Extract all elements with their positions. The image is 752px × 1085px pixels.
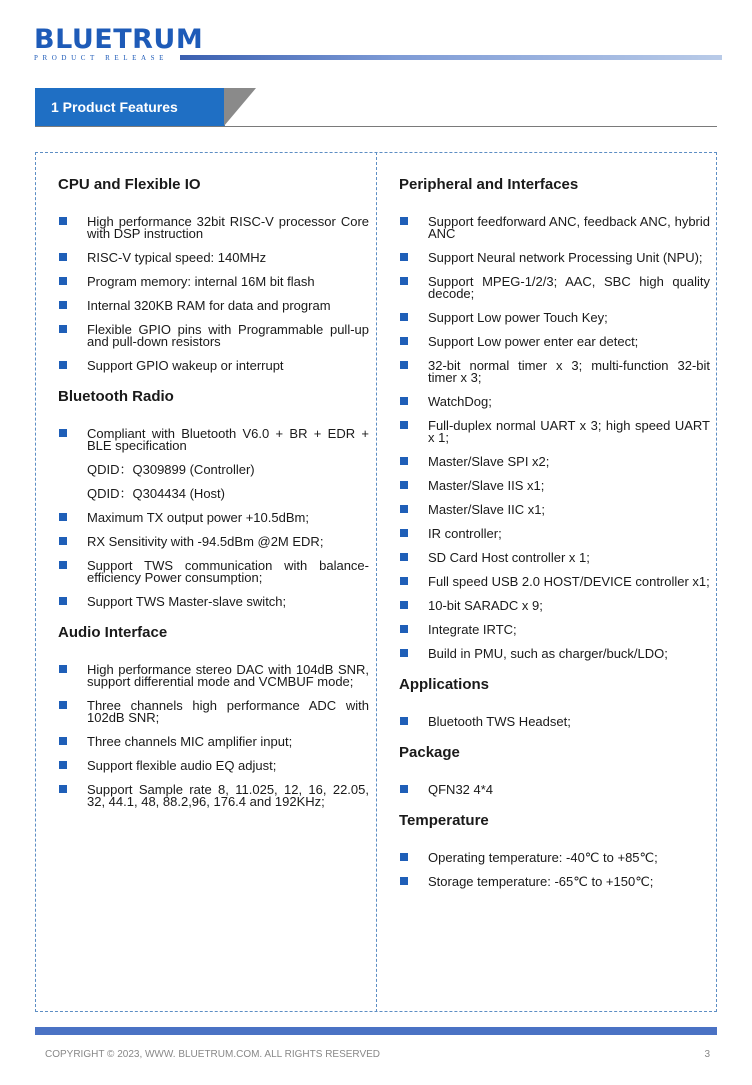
feature-list [399, 852, 710, 888]
list-item-text: Support feedforward ANC, feedback ANC, hybrid ANC [428, 214, 710, 241]
list-item-text: SD Card Host controller x 1; [428, 550, 590, 565]
list-item [399, 312, 710, 324]
heading-cpu-and-flexible-io: CPU and Flexible IO [58, 176, 201, 193]
heading-temperature: Temperature [399, 812, 489, 829]
list-item-text: IR controller; [428, 526, 502, 541]
list-item-text: QDID：Q304434 (Host) [87, 486, 225, 501]
header-rule [180, 55, 722, 60]
square-bullet-icon [59, 217, 67, 225]
brand-name: BLUETRUM [34, 24, 204, 55]
brand-logo [34, 26, 203, 62]
left-column [58, 175, 369, 823]
list-item-text: QFN32 4*4 [428, 782, 494, 797]
list-item-text: Support Low power enter ear detect; [428, 334, 639, 349]
list-item [399, 216, 710, 240]
page-number: 3 [704, 1049, 710, 1060]
square-bullet-icon [400, 577, 408, 585]
square-bullet-icon [400, 217, 408, 225]
square-bullet-icon [400, 481, 408, 489]
list-item-text: Full-duplex normal UART x 3; high speed UART x 1; [428, 418, 710, 445]
square-bullet-icon [400, 553, 408, 561]
list-item [58, 596, 369, 608]
list-item-text: Internal 320KB RAM for data and program [87, 298, 331, 313]
list-item [58, 252, 369, 264]
list-item-text: Support Neural network Processing Unit (NPU); [428, 250, 703, 265]
list-item [58, 784, 369, 808]
list-item [58, 664, 369, 688]
column-divider [376, 152, 377, 1012]
list-item-text: Flexible GPIO pins with Programmable pull-up and pull-down resistors [87, 322, 369, 349]
list-item [399, 648, 710, 660]
list-item-text: Master/Slave IIC x1; [428, 502, 546, 517]
list-item [58, 736, 369, 748]
list-item-text: Master/Slave IIS x1; [428, 478, 545, 493]
list-item [399, 504, 710, 516]
square-bullet-icon [59, 361, 67, 369]
list-item-text: Support TWS Master-slave switch; [87, 594, 287, 609]
list-item-text: Support GPIO wakeup or interrupt [87, 358, 284, 373]
square-bullet-icon [400, 785, 408, 793]
list-item-text: Full speed USB 2.0 HOST/DEVICE controller x1; [428, 574, 710, 589]
footer-copyright: COPYRIGHT © 2023, WWW. BLUETRUM.COM. ALL RIGHTS RESERVED [45, 1049, 381, 1060]
square-bullet-icon [59, 785, 67, 793]
list-item [58, 700, 369, 724]
list-item [399, 480, 710, 492]
feature-list [399, 716, 710, 728]
square-bullet-icon [59, 537, 67, 545]
list-item-text: Integrate IRTC; [428, 622, 517, 637]
list-item [58, 488, 369, 500]
list-item-text: RX Sensitivity with -94.5dBm @2M EDR; [87, 534, 324, 549]
square-bullet-icon [400, 601, 408, 609]
list-item-text: 10-bit SARADC x 9; [428, 598, 543, 613]
feature-list [399, 784, 710, 796]
list-item [58, 276, 369, 288]
brand-subtitle: PRODUCT RELEASE [34, 54, 169, 62]
feature-list [58, 664, 369, 808]
square-bullet-icon [59, 513, 67, 521]
list-item [58, 428, 369, 452]
square-bullet-icon [59, 277, 67, 285]
list-item-text: High performance stereo DAC with 104dB SNR, support differential mode and VCMBUF mode; [87, 662, 369, 689]
list-item-text: QDID：Q309899 (Controller) [87, 462, 255, 477]
square-bullet-icon [400, 253, 408, 261]
square-bullet-icon [59, 301, 67, 309]
square-bullet-icon [400, 853, 408, 861]
list-item-text: Program memory: internal 16M bit flash [87, 274, 315, 289]
feature-list [399, 216, 710, 660]
list-item-text: Three channels MIC amplifier input; [87, 734, 293, 749]
list-item [399, 876, 710, 888]
list-item [58, 536, 369, 548]
list-item-text: Support Sample rate 8, 11.025, 12, 16, 22.05, 32, 44.1, 48, 88.2,96, 176.4 and 192KHz; [87, 782, 369, 809]
heading-audio-interface: Audio Interface [58, 624, 168, 641]
list-item [58, 324, 369, 348]
list-item [58, 300, 369, 312]
list-item [399, 456, 710, 468]
list-item [58, 560, 369, 584]
list-item [399, 276, 710, 300]
feature-list [58, 428, 369, 608]
square-bullet-icon [59, 665, 67, 673]
list-item [399, 396, 710, 408]
list-item [399, 576, 710, 588]
list-item-text: RISC-V typical speed: 140MHz [87, 250, 267, 265]
section-rule [35, 126, 717, 127]
right-column [399, 175, 710, 903]
list-item-text: WatchDog; [428, 394, 492, 409]
heading-package: Package [399, 744, 460, 761]
list-item [58, 464, 369, 476]
square-bullet-icon [400, 313, 408, 321]
list-item-text: Build in PMU, such as charger/buck/LDO; [428, 646, 668, 661]
heading-applications: Applications [399, 676, 490, 693]
heading-bluetooth-radio: Bluetooth Radio [58, 388, 174, 405]
square-bullet-icon [400, 529, 408, 537]
list-item-text: Bluetooth TWS Headset; [428, 714, 571, 729]
square-bullet-icon [400, 625, 408, 633]
square-bullet-icon [59, 761, 67, 769]
list-item-text: Compliant with Bluetooth V6.0 + BR + EDR + BLE specification [87, 426, 369, 453]
square-bullet-icon [59, 737, 67, 745]
list-item-text: Support Low power Touch Key; [428, 310, 608, 325]
list-item-text: Support flexible audio EQ adjust; [87, 758, 277, 773]
list-item [399, 336, 710, 348]
list-item [399, 420, 710, 444]
square-bullet-icon [59, 561, 67, 569]
square-bullet-icon [400, 877, 408, 885]
section-tab-corner [224, 88, 256, 126]
square-bullet-icon [400, 397, 408, 405]
list-item [399, 852, 710, 864]
square-bullet-icon [400, 457, 408, 465]
list-item [399, 552, 710, 564]
square-bullet-icon [400, 421, 408, 429]
list-item-text: Three channels high performance ADC with 102dB SNR; [87, 698, 369, 725]
square-bullet-icon [400, 277, 408, 285]
list-item [399, 528, 710, 540]
footer-bar [35, 1027, 717, 1035]
list-item [399, 624, 710, 636]
list-item-text: Support MPEG-1/2/3; AAC, SBC high quality decode; [428, 274, 710, 301]
square-bullet-icon [59, 429, 67, 437]
list-item [399, 600, 710, 612]
list-item [399, 252, 710, 264]
list-item-text: High performance 32bit RISC-V processor Core with DSP instruction [87, 214, 369, 241]
square-bullet-icon [400, 505, 408, 513]
square-bullet-icon [400, 337, 408, 345]
square-bullet-icon [59, 701, 67, 709]
list-item-text: Operating temperature: -40℃ to +85℃; [428, 850, 658, 865]
heading-peripheral-and-interfaces: Peripheral and Interfaces [399, 176, 579, 193]
list-item [58, 216, 369, 240]
square-bullet-icon [59, 597, 67, 605]
list-item [58, 360, 369, 372]
list-item-text: Support TWS communication with balance-efficiency Power consumption; [87, 558, 369, 585]
square-bullet-icon [400, 717, 408, 725]
square-bullet-icon [59, 253, 67, 261]
square-bullet-icon [400, 649, 408, 657]
list-item [399, 360, 710, 384]
list-item [399, 784, 710, 796]
feature-list [58, 216, 369, 372]
square-bullet-icon [400, 361, 408, 369]
list-item-text: Master/Slave SPI x2; [428, 454, 550, 469]
list-item-text: Storage temperature: -65℃ to +150℃; [428, 874, 654, 889]
list-item [58, 512, 369, 524]
list-item [399, 716, 710, 728]
list-item-text: 32-bit normal timer x 3; multi-function 32-bit timer x 3; [428, 358, 710, 385]
list-item-text: Maximum TX output power +10.5dBm; [87, 510, 309, 525]
square-bullet-icon [59, 325, 67, 333]
section-title: 1 Product Features [35, 88, 225, 126]
list-item [58, 760, 369, 772]
